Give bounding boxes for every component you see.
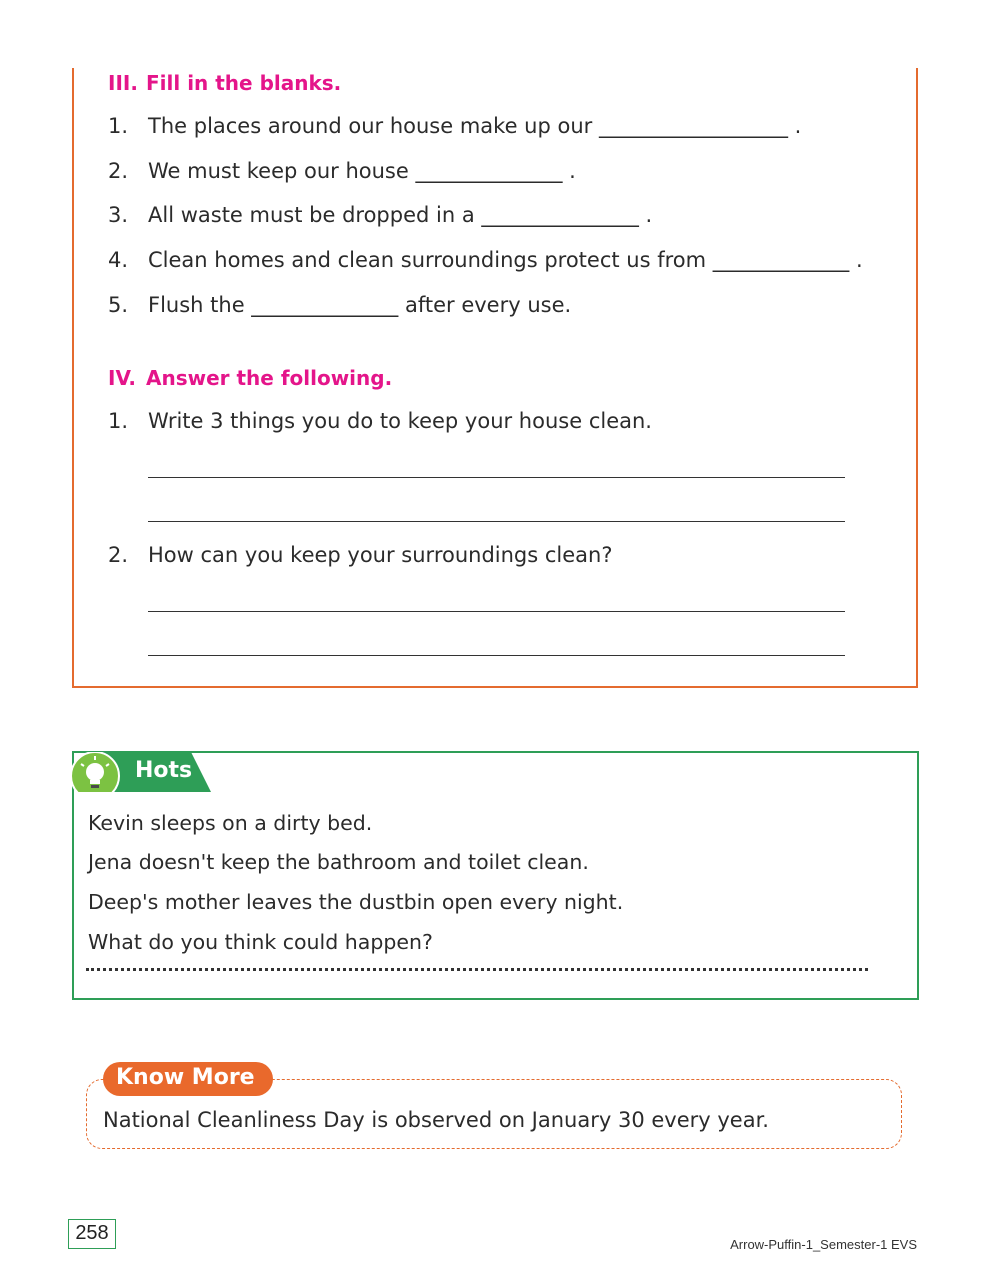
item-number: 2. [108,159,129,183]
section-3-number: III. [108,71,138,95]
hots-line-4: What do you think could happen? [88,930,433,954]
item-text: The places around our house make up our __________________ . [148,114,802,138]
question-item-1 [108,409,652,433]
item-text: We must keep our house ______________ . [148,159,576,183]
item-number: 3. [108,203,129,227]
item-number: 1. [108,409,129,433]
fill-blank-item-3 [108,203,652,227]
section-3-title: Fill in the blanks. [146,71,342,95]
answer-line[interactable] [148,521,845,522]
item-text: Write 3 things you do to keep your house clean. [148,409,652,433]
item-text: Clean homes and clean surroundings protect us from _____________ . [148,248,863,272]
book-footer: Arrow-Puffin-1_Semester-1 EVS [730,1237,917,1252]
hots-line-1: Kevin sleeps on a dirty bed. [88,811,373,835]
item-number: 4. [108,248,129,272]
page-number: 258 [68,1219,116,1249]
hots-line-3: Deep's mother leaves the dustbin open every night. [88,890,624,914]
dotted-answer-line[interactable] [86,968,868,971]
item-number: 1. [108,114,129,138]
section-4-number: IV. [108,366,136,390]
hots-label: Hots [135,758,193,783]
hots-line-2: Jena doesn't keep the bathroom and toilet clean. [88,850,589,874]
fill-blank-item-5 [108,293,571,317]
fill-blank-item-1 [108,114,801,138]
fill-blank-item-4 [108,248,863,272]
section-4-title: Answer the following. [146,366,393,390]
item-number: 5. [108,293,129,317]
answer-line[interactable] [148,477,845,478]
item-text: All waste must be dropped in a _______________ . [148,203,653,227]
section-3-heading [108,71,341,95]
item-text: Flush the ______________ after every use. [148,293,572,317]
question-item-2 [108,543,613,567]
item-number: 2. [108,543,129,567]
know-more-label: Know More [116,1065,255,1090]
know-more-text: National Cleanliness Day is observed on January 30 every year. [103,1108,769,1132]
fill-blank-item-2 [108,159,576,183]
section-4-heading [108,366,392,390]
item-text: How can you keep your surroundings clean? [148,543,613,567]
answer-line[interactable] [148,611,845,612]
answer-line[interactable] [148,655,845,656]
